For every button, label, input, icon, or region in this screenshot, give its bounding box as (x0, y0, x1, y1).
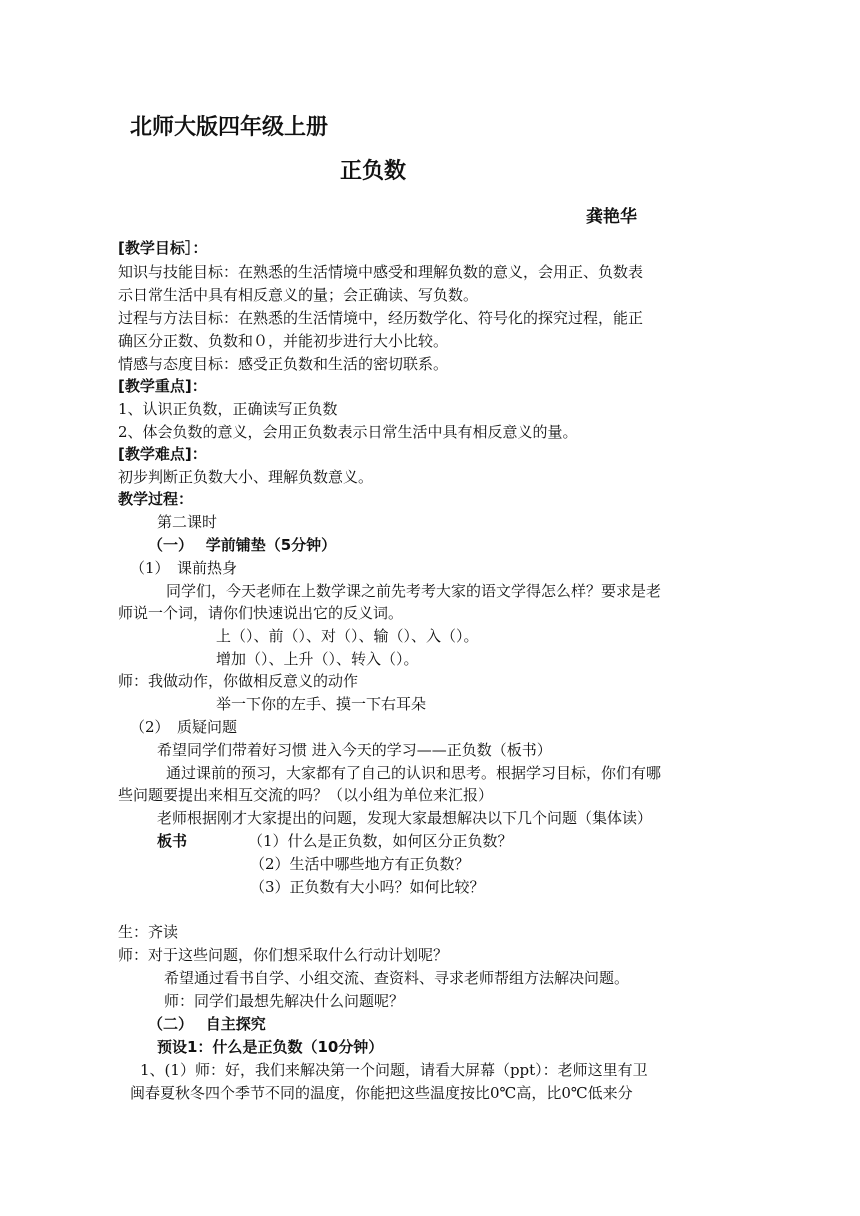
text-line: 确区分正数、负数和０，并能初步进行大小比较。 (118, 332, 449, 350)
text-line: 1、认识正负数，正确读写正负数 (118, 400, 338, 418)
text-line: 师：对于这些问题，你们想采取什么行动计划呢？ (118, 946, 449, 964)
section-heading-key-points: [教学重点]： (118, 377, 207, 395)
text-line: 师说一个词，请你们快速说出它的反义词。 (118, 604, 404, 622)
text-line: 些问题要提出来相互交流的吗？（以小组为单位来汇报） (118, 786, 494, 804)
text-line: 情感与态度目标：感受正负数和生活的密切联系。 (118, 355, 449, 373)
subsection-heading: （一） 学前铺垫（5分钟） (148, 536, 337, 554)
text-line: 1、(1）师：好，我们来解决第一个问题，请看大屏幕（ppt）：老师这里有卫 (140, 1061, 648, 1079)
text-line: 知识与技能目标：在熟悉的生活情境中感受和理解负数的意义，会用正、负数表 (118, 263, 644, 281)
text-line: 师：我做动作，你做相反意义的动作 (118, 672, 359, 690)
text-line: 增加（）、上升（）、转入（）。 (216, 650, 419, 668)
text-line: 希望同学们带着好习惯 进入今天的学习——正负数（板书） (157, 741, 552, 759)
text-line: 师：同学们最想先解决什么问题呢？ (164, 992, 405, 1010)
subsection-heading: 预设1：什么是正负数（10分钟） (157, 1038, 384, 1056)
text-line: （1）什么是正负数，如何区分正负数？ (248, 832, 513, 850)
text-line: 第二课时 (157, 513, 218, 531)
text-line: （3）正负数有大小吗？如何比较？ (250, 878, 485, 896)
text-line: 老师根据刚才大家提出的问题，发现大家最想解决以下几个问题（集体读） (157, 809, 653, 827)
series-title: 北师大版四年级上册 (130, 115, 329, 140)
text-line: 闽春夏秋冬四个季节不同的温度，你能把这些温度按比0℃高，比0℃低来分 (130, 1084, 633, 1102)
text-line: （2） 质疑问题 (130, 718, 238, 736)
section-heading-process: 教学过程： (118, 490, 194, 508)
section-heading-objectives: [教学目标］： (118, 239, 208, 257)
text-line: 生：齐读 (118, 923, 179, 941)
board-label: 板书 (157, 832, 188, 850)
text-line: 过程与方法目标：在熟悉的生活情境中，经历数学化、符号化的探究过程，能正 (118, 309, 644, 327)
text-line: 通过课前的预习，大家都有了自己的认识和思考。根据学习目标，你们有哪 (166, 764, 662, 782)
text-line: 希望通过看书自学、小组交流、查资料、寻求老师帮组方法解决问题。 (164, 969, 630, 987)
section-heading-difficulties: [教学难点]： (118, 445, 207, 463)
text-line: 2、体会负数的意义，会用正负数表示日常生活中具有相反意义的量。 (118, 423, 578, 441)
text-line: （1） 课前热身 (130, 559, 238, 577)
lesson-title: 正负数 (340, 159, 407, 184)
text-line: 同学们，今天老师在上数学课之前先考考大家的语文学得怎么样？要求是老 (166, 582, 662, 600)
author-name: 龚艳华 (586, 207, 637, 227)
text-line: 初步判断正负数大小、理解负数意义。 (118, 468, 374, 486)
text-line: 上（）、前（）、对（）、输（）、入（）。 (216, 627, 479, 645)
text-line: （2）生活中哪些地方有正负数？ (250, 855, 470, 873)
text-line: 示日常生活中具有相反意义的量；会正确读、写负数。 (118, 286, 479, 304)
subsection-heading: （二） 自主探究 (148, 1015, 266, 1033)
text-line: 举一下你的左手、摸一下右耳朵 (216, 695, 427, 713)
